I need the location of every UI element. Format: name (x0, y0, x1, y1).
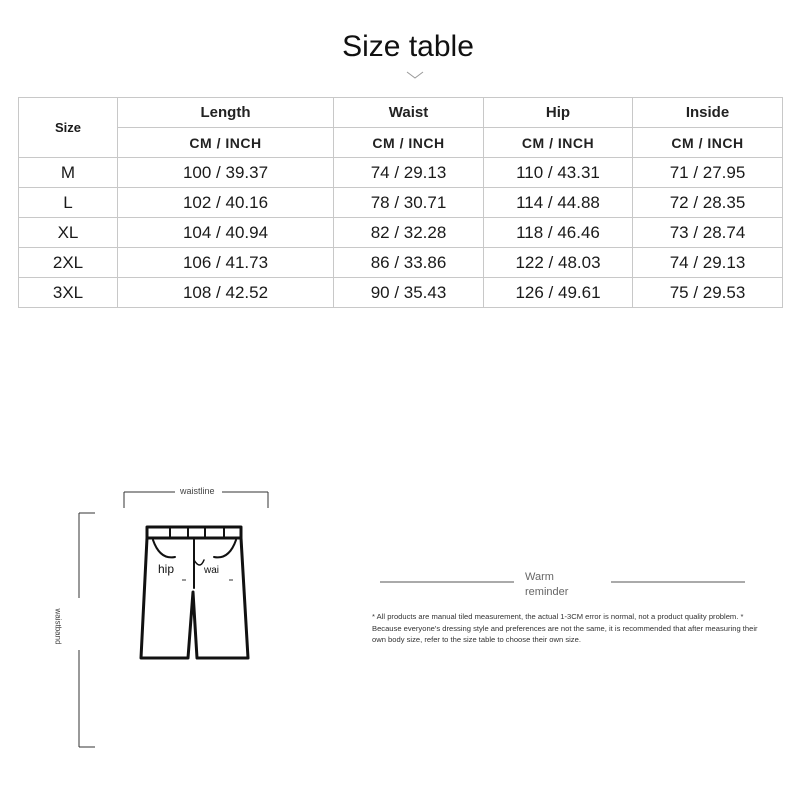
warm-reminder-title: Warm reminder (525, 571, 569, 598)
size-cell: L (19, 188, 118, 218)
unit-label: CM / INCH (118, 128, 334, 158)
table-cell: 75 / 29.53 (633, 278, 783, 308)
column-header-waist: Waist (334, 98, 484, 128)
unit-label: CM / INCH (633, 128, 783, 158)
size-table (18, 97, 783, 308)
table-row (19, 188, 783, 218)
size-cell: 3XL (19, 278, 118, 308)
column-header-hip: Hip (484, 98, 633, 128)
waistline-label: waistline (180, 486, 215, 496)
page-title: Size table (342, 30, 474, 63)
unit-label: CM / INCH (484, 128, 633, 158)
table-unit-row (19, 128, 783, 158)
table-cell: 73 / 28.74 (633, 218, 783, 248)
table-cell: 106 / 41.73 (118, 248, 334, 278)
table-cell: 82 / 32.28 (334, 218, 484, 248)
table-cell: 74 / 29.13 (334, 158, 484, 188)
table-cell: 74 / 29.13 (633, 248, 783, 278)
table-cell: 78 / 30.71 (334, 188, 484, 218)
waistband-bracket (79, 513, 95, 747)
table-row (19, 278, 783, 308)
reminder-note: * All products are manual tiled measurement, the actual 1-3CM error is normal, not a product quality problem. * Because everyone's dressing style and preferences are not the same, it is recommended that after measuring their own body size, refer to the size table to choose their own size. (372, 612, 758, 644)
table-cell: 102 / 40.16 (118, 188, 334, 218)
table-cell: 118 / 46.46 (484, 218, 633, 248)
size-cell: M (19, 158, 118, 188)
table-cell: 71 / 27.95 (633, 158, 783, 188)
table-header-row (19, 98, 783, 128)
size-column-header: Size (19, 98, 118, 158)
column-header-length: Length (118, 98, 334, 128)
table-cell: 86 / 33.86 (334, 248, 484, 278)
table-cell: 114 / 44.88 (484, 188, 633, 218)
size-cell: 2XL (19, 248, 118, 278)
table-cell: 122 / 48.03 (484, 248, 633, 278)
table-cell: 104 / 40.94 (118, 218, 334, 248)
table-cell: 72 / 28.35 (633, 188, 783, 218)
table-cell: 100 / 39.37 (118, 158, 334, 188)
trousers-icon (141, 527, 248, 658)
hip-label: hip (158, 562, 175, 576)
table-cell: 90 / 35.43 (334, 278, 484, 308)
table-row (19, 248, 783, 278)
wai-label: wai (204, 565, 220, 576)
table-cell: 110 / 43.31 (484, 158, 633, 188)
size-cell: XL (19, 218, 118, 248)
table-row (19, 158, 783, 188)
chevron-down-icon (405, 70, 425, 80)
table-cell: 126 / 49.61 (484, 278, 633, 308)
table-cell: 108 / 42.52 (118, 278, 334, 308)
waistband-label: waistband (53, 608, 63, 645)
column-header-inside: Inside (633, 98, 783, 128)
unit-label: CM / INCH (334, 128, 484, 158)
table-row (19, 218, 783, 248)
